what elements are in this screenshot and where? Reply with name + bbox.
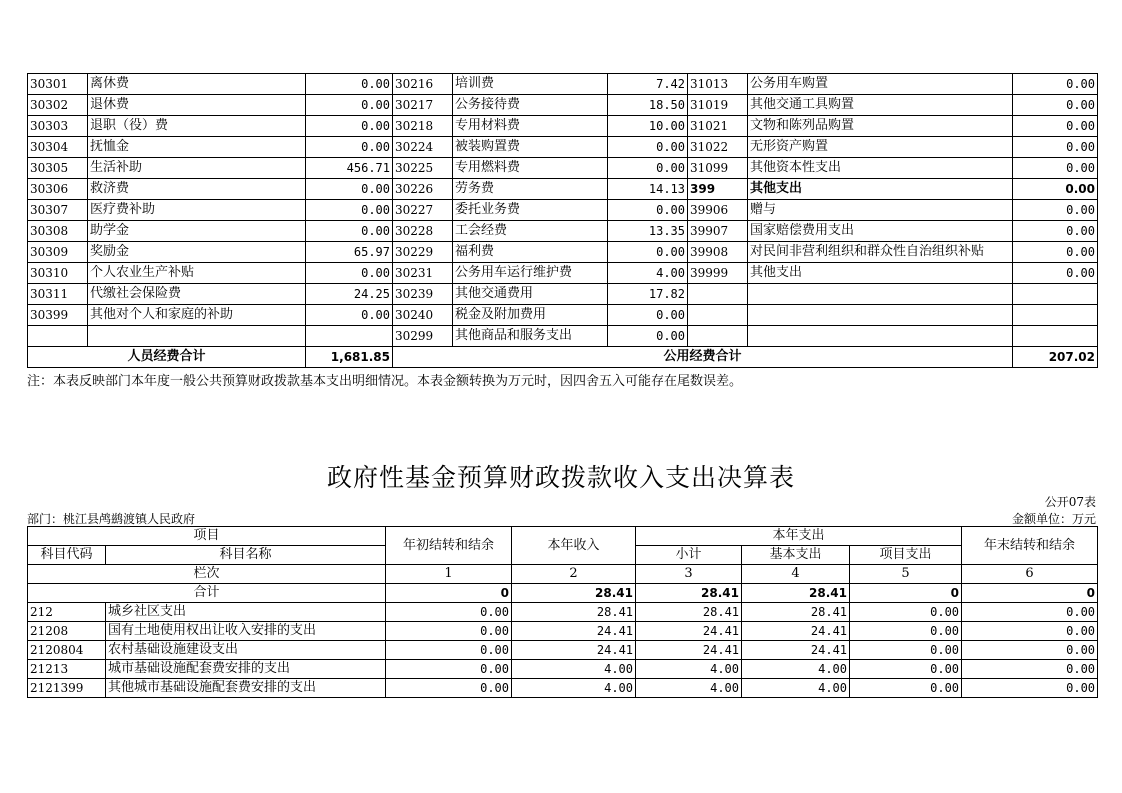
item-value: 0.00 [306,137,393,158]
amount-cell: 24.41 [636,641,742,660]
item-value: 18.50 [608,95,688,116]
item-name [88,326,306,347]
table-row [28,179,1098,200]
item-name [748,305,1013,326]
item-value: 0.00 [1013,221,1098,242]
col-num: 6 [962,565,1098,584]
amount-cell: 0.00 [962,660,1098,679]
item-name: 抚恤金 [88,137,306,158]
subject-code: 2120804 [28,641,106,660]
table-row [28,679,1098,698]
item-name: 对民间非营利组织和群众性自治组织补贴 [748,242,1013,263]
item-name: 救济费 [88,179,306,200]
table-row [28,603,1098,622]
item-code: 31022 [688,137,748,158]
form-number: 公开07表 [1044,495,1096,509]
item-code: 39907 [688,221,748,242]
item-value: 65.97 [306,242,393,263]
item-name: 其他支出 [748,263,1013,284]
item-code: 30310 [28,263,88,284]
subject-code: 21213 [28,660,106,679]
item-code: 30304 [28,137,88,158]
col-num: 3 [636,565,742,584]
header-closing: 年末结转和结余 [962,527,1098,565]
amount-cell: 4.00 [636,660,742,679]
table-row [28,284,1098,305]
item-code: 30217 [393,95,453,116]
item-value: 0.00 [608,158,688,179]
personnel-total-value: 1,681.85 [306,347,393,368]
item-value [1013,326,1098,347]
item-name: 福利费 [453,242,608,263]
item-name: 其他对个人和家庭的补助 [88,305,306,326]
amount-cell: 0.00 [386,622,512,641]
item-name: 医疗费补助 [88,200,306,221]
table-row [28,95,1098,116]
fund-total-row [28,584,1098,603]
item-code: 39906 [688,200,748,221]
item-name: 离休费 [88,74,306,95]
header-code: 科目代码 [28,546,106,565]
amount-cell: 4.00 [742,660,850,679]
table-row [28,137,1098,158]
item-name: 公务用车购置 [748,74,1013,95]
amount-cell: 4.00 [742,679,850,698]
subject-code: 2121399 [28,679,106,698]
amount-cell: 24.41 [636,622,742,641]
item-code: 30231 [393,263,453,284]
amount-cell: 0.00 [386,660,512,679]
item-name [748,326,1013,347]
item-value: 24.25 [306,284,393,305]
amount-cell: 0.00 [386,603,512,622]
subject-name: 其他城市基础设施配套费安排的支出 [106,679,386,698]
total-value: 28.41 [636,584,742,603]
item-name: 国家赔偿费用支出 [748,221,1013,242]
amount-cell: 0.00 [386,641,512,660]
item-code: 30227 [393,200,453,221]
table-row [28,116,1098,137]
item-name: 其他商品和服务支出 [453,326,608,347]
item-name: 其他交通工具购置 [748,95,1013,116]
item-value: 0.00 [608,137,688,158]
table-row [28,660,1098,679]
item-name: 文物和陈列品购置 [748,116,1013,137]
item-code: 30229 [393,242,453,263]
table-row [28,158,1098,179]
table-row [28,622,1098,641]
item-code: 30239 [393,284,453,305]
amount-cell: 24.41 [512,622,636,641]
item-code [688,305,748,326]
subject-name: 城市基础设施配套费安排的支出 [106,660,386,679]
total-label: 合计 [28,584,386,603]
amount-cell: 28.41 [636,603,742,622]
header-subtotal: 小计 [636,546,742,565]
total-value: 0 [850,584,962,603]
item-code: 31013 [688,74,748,95]
item-code: 39999 [688,263,748,284]
subject-code: 21208 [28,622,106,641]
amount-cell: 24.41 [512,641,636,660]
amount-cell: 0.00 [850,679,962,698]
public-total-value: 207.02 [1013,347,1098,368]
item-name: 其他交通费用 [453,284,608,305]
table-row [28,221,1098,242]
item-name: 赠与 [748,200,1013,221]
item-code: 30311 [28,284,88,305]
item-code: 30301 [28,74,88,95]
amount-cell: 0.00 [962,641,1098,660]
amount-cell: 24.41 [742,622,850,641]
amount-cell: 0.00 [850,641,962,660]
item-value: 13.35 [608,221,688,242]
amount-cell: 4.00 [636,679,742,698]
personnel-total-label: 人员经费合计 [28,347,306,368]
header-expenditure: 本年支出 [636,527,962,546]
item-code: 30216 [393,74,453,95]
table-row [28,326,1098,347]
amount-cell: 0.00 [850,660,962,679]
header-opening: 年初结转和结余 [386,527,512,565]
item-code: 30305 [28,158,88,179]
total-value: 0 [962,584,1098,603]
item-name: 助学金 [88,221,306,242]
item-value: 0.00 [306,74,393,95]
table-row [28,242,1098,263]
item-code: 30399 [28,305,88,326]
item-code: 30308 [28,221,88,242]
item-value [1013,284,1098,305]
column-number-row [28,565,1098,584]
item-name: 劳务费 [453,179,608,200]
item-name: 其他资本性支出 [748,158,1013,179]
item-name: 专用燃料费 [453,158,608,179]
public-total-label: 公用经费合计 [393,347,1013,368]
header-row-1 [28,527,1098,546]
item-name: 工会经费 [453,221,608,242]
total-value: 28.41 [742,584,850,603]
table-row [28,200,1098,221]
item-value: 0.00 [306,263,393,284]
amount-cell: 0.00 [850,603,962,622]
item-code: 399 [688,179,748,200]
table-note: 注：本表反映部门本年度一般公共预算财政拨款基本支出明细情况。本表金额转换为万元时，因四舍五入可能存在尾数误差。 [27,374,743,389]
amount-cell: 0.00 [962,603,1098,622]
item-value: 0.00 [1013,116,1098,137]
item-code: 31099 [688,158,748,179]
item-code: 30303 [28,116,88,137]
item-value: 10.00 [608,116,688,137]
item-name: 公务用车运行维护费 [453,263,608,284]
basic-expense-table [27,73,1098,368]
header-income: 本年收入 [512,527,636,565]
item-value: 456.71 [306,158,393,179]
item-value: 0.00 [608,305,688,326]
item-code: 30226 [393,179,453,200]
item-code: 31019 [688,95,748,116]
item-value [1013,305,1098,326]
item-name: 税金及附加费用 [453,305,608,326]
item-value: 0.00 [306,116,393,137]
item-value: 0.00 [1013,74,1098,95]
col-num: 2 [512,565,636,584]
item-code: 30224 [393,137,453,158]
item-value: 0.00 [1013,242,1098,263]
item-name: 个人农业生产补贴 [88,263,306,284]
table-row [28,263,1098,284]
item-value [306,326,393,347]
item-name: 培训费 [453,74,608,95]
item-value: 0.00 [608,242,688,263]
subject-name: 城乡社区支出 [106,603,386,622]
item-code: 30306 [28,179,88,200]
item-value: 0.00 [306,95,393,116]
item-code [28,326,88,347]
amount-cell: 4.00 [512,660,636,679]
col-num: 5 [850,565,962,584]
item-code: 30307 [28,200,88,221]
item-value: 0.00 [306,221,393,242]
fund-table [27,526,1098,698]
item-name: 公务接待费 [453,95,608,116]
header-basic: 基本支出 [742,546,850,565]
header-project-exp: 项目支出 [850,546,962,565]
item-code: 30240 [393,305,453,326]
amount-cell: 0.00 [962,622,1098,641]
item-value: 0.00 [306,179,393,200]
item-value: 0.00 [1013,137,1098,158]
item-value: 0.00 [1013,95,1098,116]
amount-cell: 4.00 [512,679,636,698]
item-name: 被装购置费 [453,137,608,158]
item-code: 31021 [688,116,748,137]
item-code: 39908 [688,242,748,263]
column-no-label: 栏次 [28,565,386,584]
total-value: 28.41 [512,584,636,603]
item-value: 0.00 [608,200,688,221]
item-name: 退休费 [88,95,306,116]
item-value: 0.00 [306,200,393,221]
subject-code: 212 [28,603,106,622]
amount-cell: 24.41 [742,641,850,660]
item-code: 30218 [393,116,453,137]
header-name: 科目名称 [106,546,386,565]
item-code [688,326,748,347]
item-name: 专用材料费 [453,116,608,137]
item-code: 30228 [393,221,453,242]
table-row [28,641,1098,660]
subject-name: 国有土地使用权出让收入安排的支出 [106,622,386,641]
total-value: 0 [386,584,512,603]
item-name: 退职（役）费 [88,116,306,137]
amount-cell: 28.41 [742,603,850,622]
item-value: 0.00 [1013,200,1098,221]
item-value: 0.00 [608,326,688,347]
item-value: 14.13 [608,179,688,200]
item-value: 0.00 [306,305,393,326]
item-code: 30225 [393,158,453,179]
item-name: 奖励金 [88,242,306,263]
amount-cell: 0.00 [386,679,512,698]
expense-total-row [28,347,1098,368]
item-name: 生活补助 [88,158,306,179]
department-label: 部门：桃江县鸬鹚渡镇人民政府 [27,512,196,526]
amount-cell: 28.41 [512,603,636,622]
item-name [748,284,1013,305]
page-title: 政府性基金预算财政拨款收入支出决算表 [326,463,795,492]
item-name: 代缴社会保险费 [88,284,306,305]
item-name: 委托业务费 [453,200,608,221]
item-value: 0.00 [1013,179,1098,200]
subject-name: 农村基础设施建设支出 [106,641,386,660]
item-value: 4.00 [608,263,688,284]
unit-label: 金额单位：万元 [1011,512,1096,526]
item-value: 0.00 [1013,158,1098,179]
item-value: 0.00 [1013,263,1098,284]
item-name: 无形资产购置 [748,137,1013,158]
col-num: 4 [742,565,850,584]
col-num: 1 [386,565,512,584]
header-project: 项目 [28,527,386,546]
item-value: 17.82 [608,284,688,305]
item-code: 30302 [28,95,88,116]
item-code: 30299 [393,326,453,347]
amount-cell: 0.00 [850,622,962,641]
item-code: 30309 [28,242,88,263]
item-code [688,284,748,305]
table-row [28,74,1098,95]
table-row [28,305,1098,326]
amount-cell: 0.00 [962,679,1098,698]
item-value: 7.42 [608,74,688,95]
item-name: 其他支出 [748,179,1013,200]
